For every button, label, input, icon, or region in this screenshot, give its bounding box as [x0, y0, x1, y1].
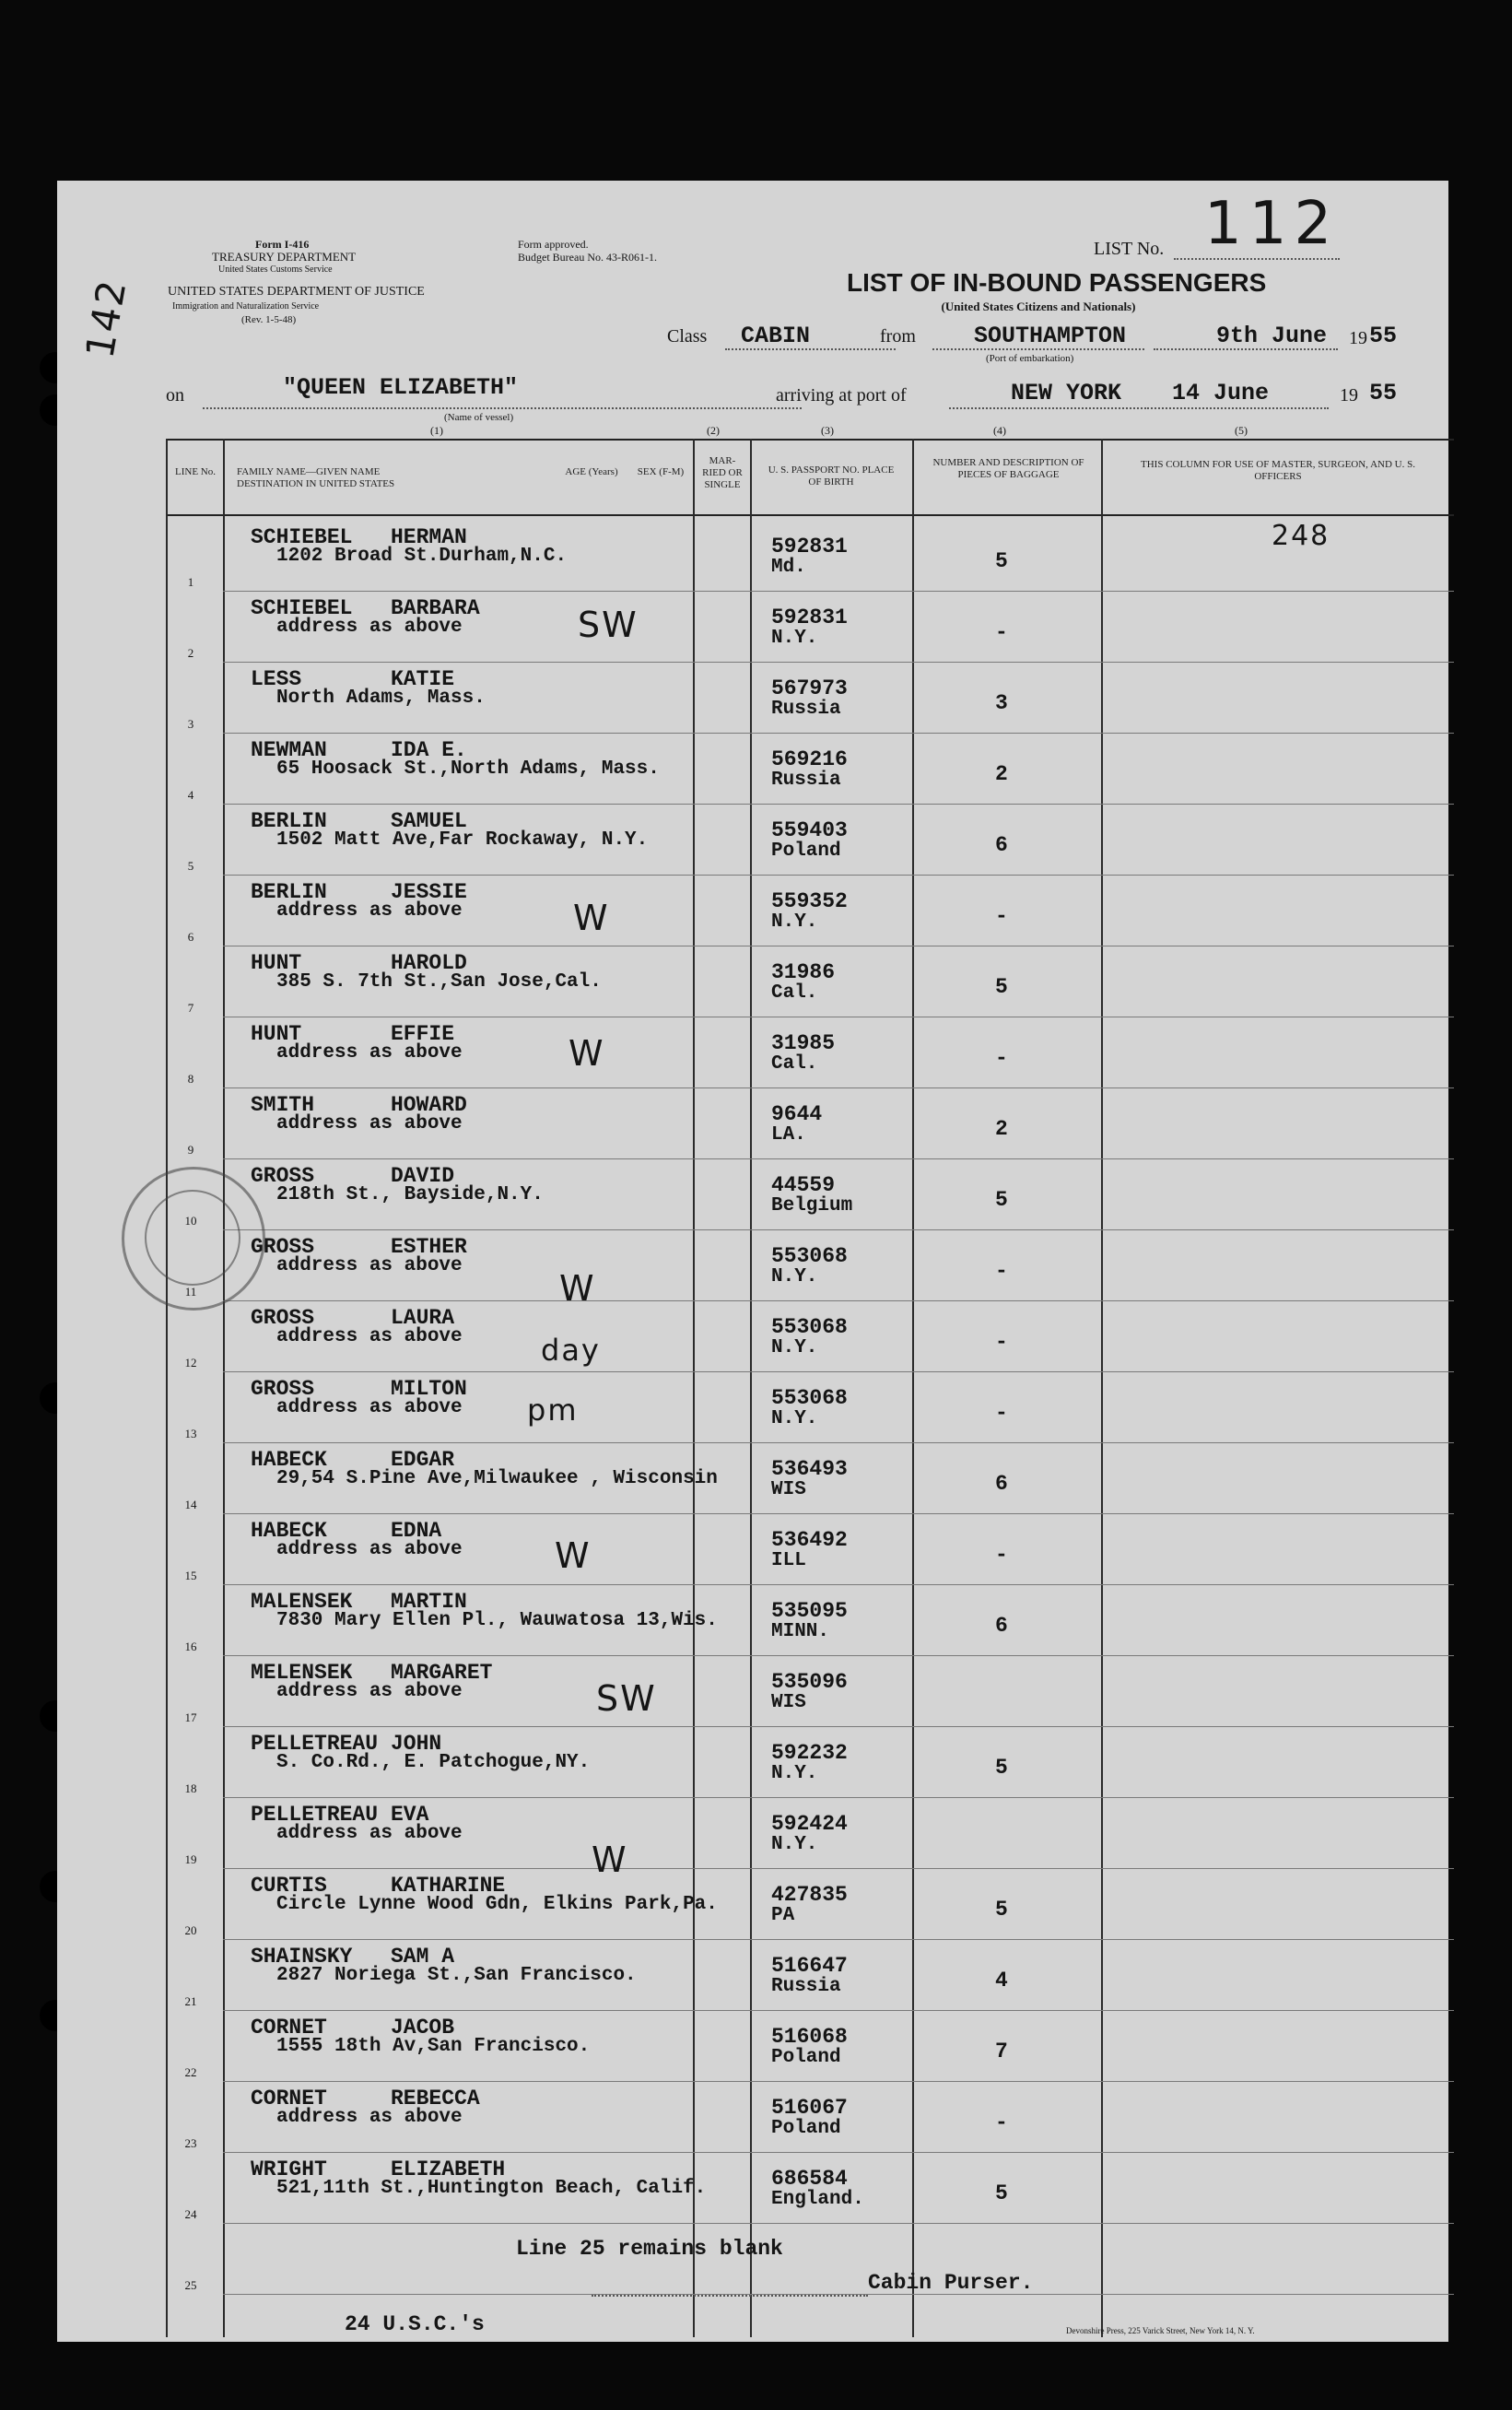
- line-number: 11: [184, 1285, 197, 1299]
- table-row: [57, 1657, 1448, 1728]
- table-row: [57, 1018, 1448, 1089]
- page-title: LIST OF IN-BOUND PASSENGERS: [847, 268, 1267, 297]
- passport-number: 9644: [771, 1102, 823, 1126]
- table-row: [57, 1515, 1448, 1586]
- baggage-count: 5: [995, 1188, 1008, 1212]
- birth-place: PA: [771, 1905, 795, 1926]
- table-row: [57, 1160, 1448, 1231]
- line-number: 13: [184, 1427, 197, 1440]
- destination: address as above: [276, 1539, 463, 1560]
- col-number: (1): [430, 424, 443, 437]
- depart-date: 9th June: [1216, 323, 1328, 349]
- family-name: GROSS: [251, 1164, 315, 1188]
- row-rule: [223, 1158, 1454, 1159]
- family-name: SMITH: [251, 1093, 315, 1117]
- table-row: [57, 2012, 1448, 2083]
- line-number: 24: [184, 2207, 197, 2221]
- line-number: 20: [184, 1923, 197, 1937]
- line-number: 16: [184, 1640, 197, 1653]
- destination: address as above: [276, 900, 463, 922]
- col-header-married: MAR-RIED OR SINGLE: [702, 455, 743, 490]
- table-row: [57, 947, 1448, 1018]
- arrival-year: 55: [1369, 380, 1398, 406]
- given-name: REBECCA: [391, 2087, 480, 2110]
- birth-place: N.Y.: [771, 1408, 818, 1429]
- purser-signature-line: [592, 2295, 868, 2297]
- list-no-value: 112: [1204, 190, 1340, 258]
- birth-place: Russia: [771, 770, 841, 791]
- baggage-count: -: [995, 1330, 1008, 1354]
- us-citizens-count: 24 U.S.C.'s: [345, 2312, 485, 2336]
- passport-number: 553068: [771, 1386, 848, 1410]
- given-name: LAURA: [391, 1306, 455, 1330]
- given-name: HERMAN: [391, 525, 467, 549]
- passport-number: 567973: [771, 676, 848, 700]
- line-number: 15: [184, 1569, 197, 1582]
- family-name: SCHIEBEL: [251, 596, 353, 620]
- given-name: JESSIE: [391, 880, 467, 904]
- given-name: EDGAR: [391, 1448, 455, 1472]
- passport-number: 592831: [771, 605, 848, 629]
- row-rule: [223, 1726, 1454, 1727]
- line-number: 18: [184, 1781, 197, 1795]
- vessel-name: "QUEEN ELIZABETH": [283, 374, 519, 401]
- initials-mark: W: [573, 898, 610, 938]
- table-row: [57, 1444, 1448, 1515]
- col-header-baggage: NUMBER AND DESCRIPTION OF PIECES OF BAGGAGE: [932, 457, 1084, 480]
- officer-note: 248: [1272, 520, 1330, 552]
- birth-place: Belgium: [771, 1195, 853, 1217]
- baggage-count: 2: [995, 762, 1008, 786]
- customs-service: United States Customs Service: [218, 265, 333, 275]
- row-rule: [223, 1229, 1454, 1230]
- list-no-line: [1174, 258, 1340, 260]
- family-name: HUNT: [251, 951, 302, 975]
- cabin-purser: Cabin Purser.: [868, 2271, 1034, 2295]
- birth-place: Russia: [771, 699, 841, 720]
- immigration-service: Immigration and Naturalization Service: [172, 301, 320, 312]
- family-name: LESS: [251, 667, 302, 691]
- destination: address as above: [276, 1042, 463, 1064]
- form-number: Form I-416: [255, 238, 310, 251]
- given-name: EVA: [391, 1803, 429, 1827]
- class-label: Class: [667, 326, 708, 347]
- initials-mark: day: [541, 1333, 601, 1368]
- passenger-manifest-page: [57, 181, 1448, 2342]
- passport-number: 31985: [771, 1031, 836, 1055]
- birth-place: Cal.: [771, 982, 818, 1004]
- table-row: [57, 1089, 1448, 1160]
- col-number: (3): [821, 424, 834, 437]
- baggage-count: -: [995, 620, 1008, 644]
- on-label: on: [166, 385, 184, 406]
- family-name: CURTIS: [251, 1874, 327, 1898]
- row-rule: [223, 662, 1454, 663]
- from-value: SOUTHAMPTON: [974, 323, 1127, 349]
- birth-place: N.Y.: [771, 1834, 818, 1855]
- given-name: EDNA: [391, 1519, 442, 1543]
- line-number: 2: [187, 646, 194, 660]
- given-name: KATHARINE: [391, 1874, 506, 1898]
- given-name: SAM A: [391, 1945, 455, 1969]
- destination: 1202 Broad St.Durham,N.C.: [276, 546, 568, 567]
- initials-mark: W: [568, 1033, 605, 1074]
- list-no-label: LIST No.: [1094, 239, 1165, 259]
- initials-mark: SW: [596, 1678, 657, 1719]
- family-name: NEWMAN: [251, 738, 327, 762]
- line-number: 5: [187, 859, 194, 873]
- destination: North Adams, Mass.: [276, 688, 486, 709]
- family-name: MELENSEK: [251, 1661, 353, 1685]
- line-number: 12: [184, 1356, 197, 1370]
- table-row: [57, 876, 1448, 947]
- row-rule: [223, 1868, 1454, 1869]
- passport-number: 592831: [771, 535, 848, 558]
- row-rule: [223, 1655, 1454, 1656]
- given-name: SAMUEL: [391, 809, 467, 833]
- table-row: [57, 735, 1448, 805]
- family-name: PELLETREAU: [251, 1803, 379, 1827]
- line-number: 3: [187, 717, 194, 731]
- given-name: BARBARA: [391, 596, 480, 620]
- given-name: ELIZABETH: [391, 2157, 506, 2181]
- row-rule: [223, 1442, 1454, 1443]
- family-name: GROSS: [251, 1235, 315, 1259]
- initials-mark: SW: [578, 605, 639, 645]
- arrival-port: NEW YORK: [1011, 380, 1122, 406]
- passport-number: 516068: [771, 2025, 848, 2049]
- col-header-sex: SEX (F-M): [637, 466, 685, 477]
- passport-number: 44559: [771, 1173, 836, 1197]
- baggage-count: 2: [995, 1117, 1008, 1141]
- inspection-stamp-inner: [145, 1190, 240, 1286]
- vessel-caption: (Name of vessel): [444, 412, 514, 423]
- birth-place: Poland: [771, 841, 841, 862]
- birth-place: Poland: [771, 2118, 841, 2139]
- line-number: 10: [184, 1214, 197, 1228]
- family-name: SCHIEBEL: [251, 525, 353, 549]
- destination: 385 S. 7th St.,San Jose,Cal.: [276, 971, 602, 993]
- row-rule: [223, 2223, 1454, 2224]
- line-number: 1: [187, 575, 194, 589]
- initials-mark: W: [555, 1535, 592, 1576]
- col-header-name: FAMILY NAME—GIVEN NAME DESTINATION IN UNITED STATES: [237, 466, 395, 489]
- destination: 7830 Mary Ellen Pl., Wauwatosa 13,Wis.: [276, 1610, 718, 1631]
- destination: 1555 18th Av,San Francisco.: [276, 2036, 591, 2057]
- table-row: [57, 1870, 1448, 1941]
- col-number: (5): [1235, 424, 1248, 437]
- destination: address as above: [276, 1326, 463, 1347]
- birth-place: Poland: [771, 2047, 841, 2068]
- passport-number: 31986: [771, 960, 836, 984]
- destination: address as above: [276, 1255, 463, 1276]
- given-name: HAROLD: [391, 951, 467, 975]
- budget-bureau: Budget Bureau No. 43-R061-1.: [518, 251, 657, 264]
- line-25-note: Line 25 remains blank: [516, 2237, 783, 2261]
- line-number: 17: [184, 1711, 197, 1724]
- passport-number: 553068: [771, 1315, 848, 1339]
- given-name: EFFIE: [391, 1022, 455, 1046]
- baggage-count: -: [995, 1401, 1008, 1425]
- passport-number: 559403: [771, 818, 848, 842]
- row-rule: [223, 1087, 1454, 1088]
- passport-number: 536492: [771, 1528, 848, 1552]
- given-name: KATIE: [391, 667, 455, 691]
- family-name: WRIGHT: [251, 2157, 327, 2181]
- passport-number: 553068: [771, 1244, 848, 1268]
- given-name: ESTHER: [391, 1235, 467, 1259]
- col-header-age: AGE (Years): [565, 466, 618, 477]
- baggage-count: 6: [995, 833, 1008, 857]
- row-rule: [223, 1513, 1454, 1514]
- birth-place: Russia: [771, 1976, 841, 1997]
- from-label: from: [880, 326, 916, 347]
- baggage-count: -: [995, 904, 1008, 928]
- row-rule: [223, 1300, 1454, 1301]
- destination: address as above: [276, 617, 463, 638]
- row-rule: [223, 733, 1454, 734]
- line-number: 21: [184, 1994, 197, 2008]
- passport-number: 516647: [771, 1954, 848, 1978]
- class-value: CABIN: [741, 323, 811, 349]
- depart-year-prefix: 19: [1349, 328, 1367, 348]
- birth-place: ILL: [771, 1550, 806, 1571]
- birth-place: N.Y.: [771, 1763, 818, 1784]
- initials-mark: pm: [527, 1393, 579, 1428]
- destination: S. Co.Rd., E. Patchogue,NY.: [276, 1752, 591, 1773]
- baggage-count: -: [995, 1543, 1008, 1567]
- form-approved: Form approved.: [518, 238, 589, 251]
- destination: address as above: [276, 1823, 463, 1844]
- passport-number: 536493: [771, 1457, 848, 1481]
- baggage-count: 7: [995, 2040, 1008, 2063]
- birth-place: N.Y.: [771, 1337, 818, 1358]
- birth-place: Cal.: [771, 1053, 818, 1075]
- given-name: DAVID: [391, 1164, 455, 1188]
- revision: (Rev. 1-5-48): [241, 314, 297, 325]
- baggage-count: 3: [995, 691, 1008, 715]
- destination: address as above: [276, 1397, 463, 1418]
- family-name: BERLIN: [251, 880, 327, 904]
- baggage-count: -: [995, 1259, 1008, 1283]
- col-number: (4): [993, 424, 1006, 437]
- given-name: JOHN: [391, 1732, 442, 1756]
- passport-number: 592424: [771, 1812, 848, 1836]
- destination: Circle Lynne Wood Gdn, Elkins Park,Pa.: [276, 1894, 718, 1915]
- table-row: [57, 2154, 1448, 2225]
- passport-number: 559352: [771, 889, 848, 913]
- table-row: [57, 1373, 1448, 1444]
- family-name: CORNET: [251, 2016, 327, 2040]
- family-name: MALENSEK: [251, 1590, 353, 1614]
- arriving-label: arriving at port of: [776, 385, 907, 406]
- printer-imprint: Devonshire Press, 225 Varick Street, New York 14, N. Y.: [1066, 2326, 1255, 2335]
- baggage-count: 4: [995, 1969, 1008, 1993]
- destination: 29,54 S.Pine Ave,Milwaukee , Wisconsin: [276, 1468, 718, 1489]
- initials-mark: W: [592, 1840, 628, 1880]
- line-number: 9: [187, 1143, 194, 1157]
- birth-place: England.: [771, 2189, 864, 2210]
- family-name: GROSS: [251, 1377, 315, 1401]
- table-row: [57, 664, 1448, 735]
- table-row: [57, 593, 1448, 664]
- table-row: [57, 1302, 1448, 1373]
- baggage-count: 6: [995, 1614, 1008, 1638]
- justice-department: UNITED STATES DEPARTMENT OF JUSTICE: [168, 285, 425, 299]
- birth-place: N.Y.: [771, 911, 818, 933]
- line-number: 8: [187, 1072, 194, 1086]
- passport-number: 686584: [771, 2167, 848, 2191]
- given-name: JACOB: [391, 2016, 455, 2040]
- arrival-year-prefix: 19: [1340, 385, 1358, 406]
- destination: address as above: [276, 1113, 463, 1134]
- depart-year: 55: [1369, 323, 1398, 349]
- passport-number: 516067: [771, 2096, 848, 2120]
- arrival-port-line: [949, 407, 1143, 409]
- treasury-department: TREASURY DEPARTMENT: [212, 250, 357, 264]
- baggage-count: -: [995, 2110, 1008, 2134]
- col-header-officers: THIS COLUMN FOR USE OF MASTER, SURGEON, AND U. S. OFFICERS: [1141, 459, 1415, 482]
- row-rule: [223, 1584, 1454, 1585]
- birth-place: Md.: [771, 557, 806, 578]
- row-rule: [223, 2081, 1454, 2082]
- passport-number: 569216: [771, 747, 848, 771]
- family-name: GROSS: [251, 1306, 315, 1330]
- page-subtitle: (United States Citizens and Nationals): [941, 300, 1136, 313]
- family-name: CORNET: [251, 2087, 327, 2110]
- destination: 1502 Matt Ave,Far Rockaway, N.Y.: [276, 829, 649, 851]
- arrival-date: 14 June: [1172, 380, 1270, 406]
- row-rule: [223, 2010, 1454, 2011]
- table-row: [57, 805, 1448, 876]
- table-row: [57, 1586, 1448, 1657]
- destination: 521,11th St.,Huntington Beach, Calif.: [276, 2178, 707, 2199]
- table-top-border: [166, 439, 1454, 441]
- table-row: [57, 1231, 1448, 1302]
- line-number: 7: [187, 1001, 194, 1015]
- margin-mark: 142: [76, 275, 135, 362]
- port-embark-caption: (Port of embarkation): [986, 353, 1074, 364]
- table-row: [57, 522, 1448, 593]
- col-number: (2): [707, 424, 720, 437]
- table-row: [57, 1799, 1448, 1870]
- line-number: 14: [184, 1498, 197, 1511]
- baggage-count: -: [995, 1046, 1008, 1070]
- birth-place: WIS: [771, 1479, 806, 1500]
- given-name: IDA E.: [391, 738, 467, 762]
- family-name: HABECK: [251, 1519, 327, 1543]
- col-header-passport: U. S. PASSPORT NO. PLACE OF BIRTH: [768, 464, 895, 488]
- birth-place: LA.: [771, 1124, 806, 1146]
- birth-place: WIS: [771, 1692, 806, 1713]
- line-number: 4: [187, 788, 194, 802]
- birth-place: N.Y.: [771, 628, 818, 649]
- destination: 2827 Noriega St.,San Francisco.: [276, 1965, 637, 1986]
- given-name: MARTIN: [391, 1590, 467, 1614]
- given-name: MARGARET: [391, 1661, 493, 1685]
- baggage-count: 5: [995, 1756, 1008, 1780]
- destination: address as above: [276, 2107, 463, 2128]
- table-row: [57, 2083, 1448, 2154]
- table-header-border: [166, 514, 1454, 516]
- given-name: HOWARD: [391, 1093, 467, 1117]
- initials-mark: W: [559, 1268, 596, 1309]
- line-number: 6: [187, 930, 194, 944]
- row-rule: [223, 2152, 1454, 2153]
- passport-number: 535095: [771, 1599, 848, 1623]
- baggage-count: 5: [995, 549, 1008, 573]
- line-number: 22: [184, 2065, 197, 2079]
- passport-number: 592232: [771, 1741, 848, 1765]
- line-number: 23: [184, 2136, 197, 2150]
- family-name: SHAINSKY: [251, 1945, 353, 1969]
- passport-number: 535096: [771, 1670, 848, 1694]
- line-number: 19: [184, 1852, 197, 1866]
- col-header-line-no: LINE No.: [175, 466, 216, 477]
- row-rule: [223, 875, 1454, 876]
- family-name: HABECK: [251, 1448, 327, 1472]
- table-row: [57, 1941, 1448, 2012]
- destination: 65 Hoosack St.,North Adams, Mass.: [276, 758, 660, 780]
- row-rule: [223, 591, 1454, 592]
- line-number: 25: [184, 2278, 197, 2292]
- vessel-line: [203, 407, 802, 409]
- birth-place: MINN.: [771, 1621, 830, 1642]
- row-rule: [223, 1939, 1454, 1940]
- family-name: PELLETREAU: [251, 1732, 379, 1756]
- family-name: HUNT: [251, 1022, 302, 1046]
- table-row: [57, 1728, 1448, 1799]
- row-rule: [223, 804, 1454, 805]
- birth-place: N.Y.: [771, 1266, 818, 1287]
- baggage-count: 5: [995, 975, 1008, 999]
- given-name: MILTON: [391, 1377, 467, 1401]
- family-name: BERLIN: [251, 809, 327, 833]
- baggage-count: 5: [995, 2181, 1008, 2205]
- destination: address as above: [276, 1681, 463, 1702]
- baggage-count: 6: [995, 1472, 1008, 1496]
- arrival-date-line: [1144, 407, 1329, 409]
- baggage-count: 5: [995, 1898, 1008, 1922]
- row-rule: [223, 1797, 1454, 1798]
- row-rule: [223, 1371, 1454, 1372]
- passport-number: 427835: [771, 1883, 848, 1907]
- destination: 218th St., Bayside,N.Y.: [276, 1184, 544, 1205]
